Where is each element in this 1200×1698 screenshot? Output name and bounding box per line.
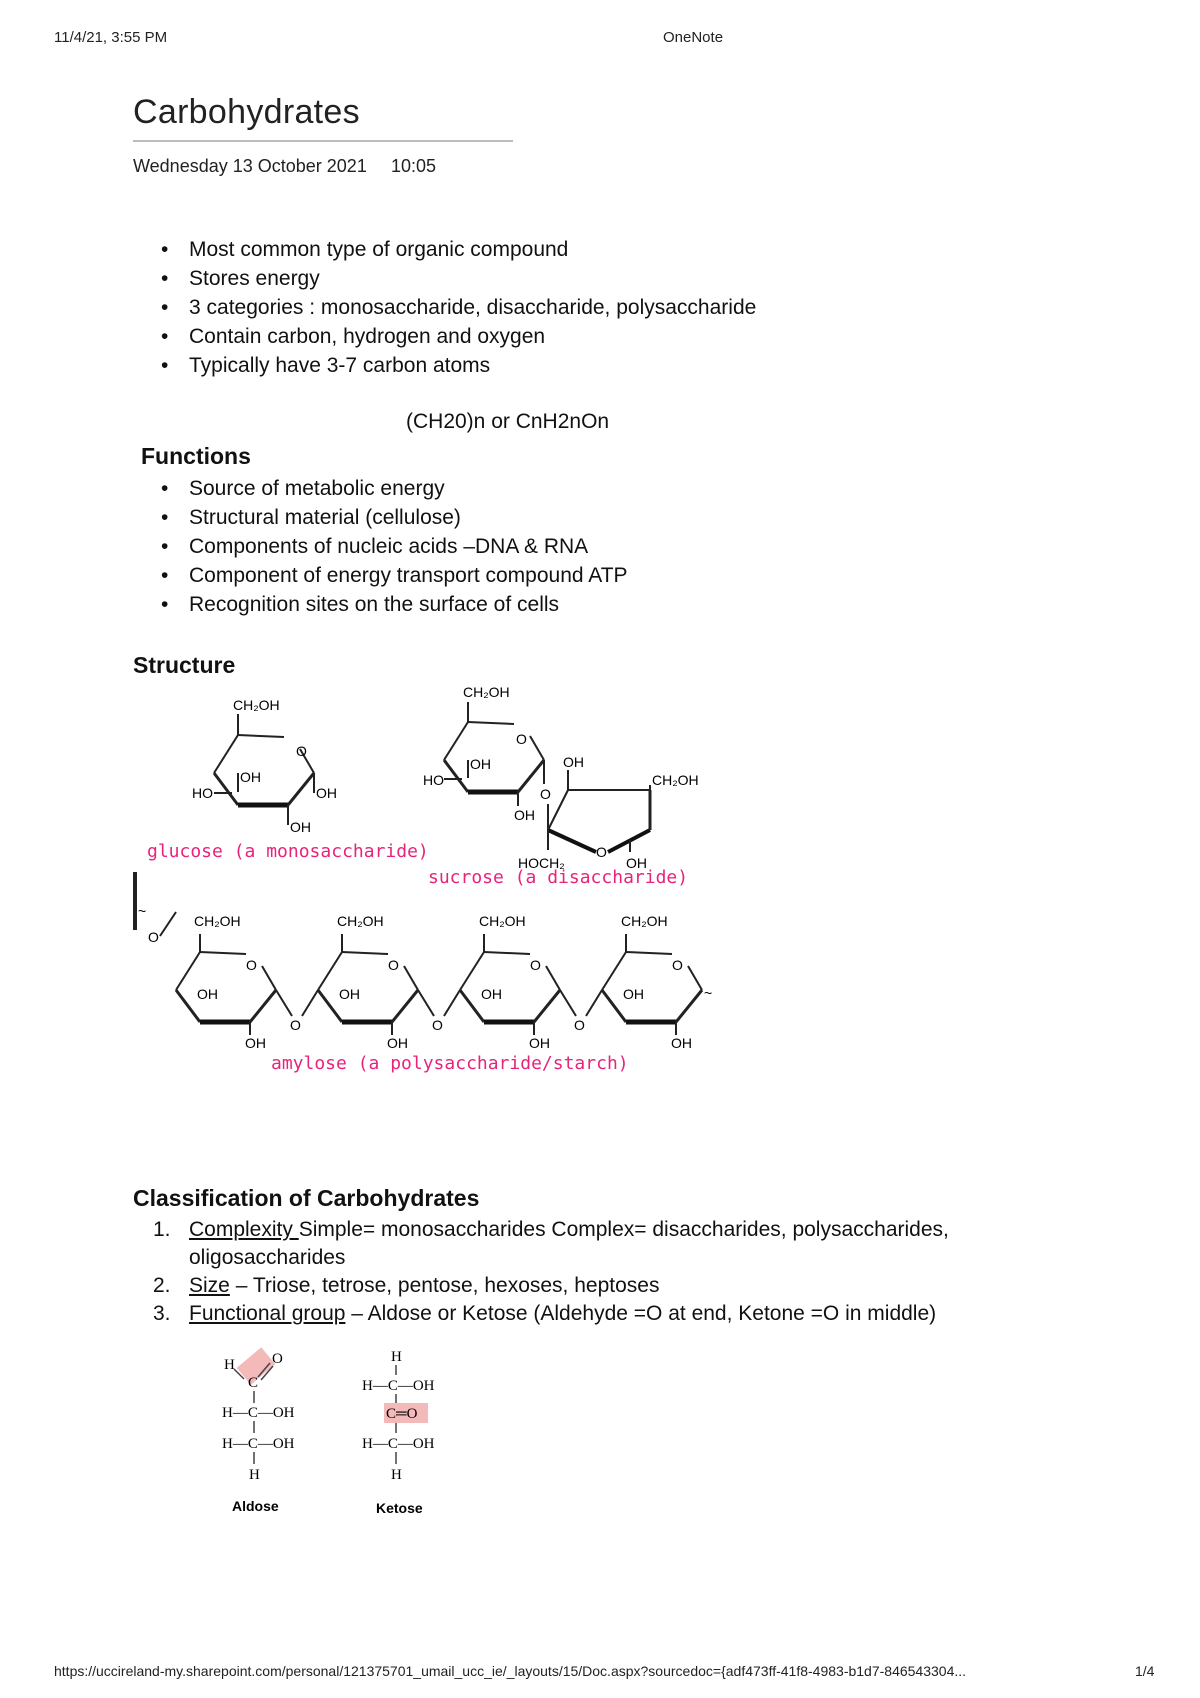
amylose-structure bbox=[138, 903, 712, 1074]
sucrose-caption: sucrose (a disaccharide) bbox=[428, 867, 689, 888]
amylose-ring-oxygen: O bbox=[388, 957, 399, 973]
ketose-h-label: H bbox=[391, 1349, 402, 1365]
amylose-oh-label: OH bbox=[387, 1035, 408, 1051]
ketose-c-eq-o: C═O bbox=[386, 1406, 418, 1422]
amylose-oh-label: OH bbox=[245, 1035, 266, 1051]
sucrose-fructose-oxygen: O bbox=[596, 844, 607, 860]
print-url[interactable]: https://uccireland-my.sharepoint.com/personal/121375701_umail_ucc_ie/_layouts/15/Doc.aspx?sourcedoc={adf473ff-41f8-4983-b1d7-846543304... bbox=[54, 1663, 967, 1679]
sucrose-oh-label: OH bbox=[563, 754, 584, 770]
sucrose-ch2oh-label: CH₂OH bbox=[463, 684, 510, 700]
list-item: • Typically have 3-7 carbon atoms bbox=[161, 354, 491, 377]
list-item: 1. Complexity Simple= monosaccharides Complex= disaccharides, polysaccharides, oligosaccharides bbox=[153, 1218, 949, 1269]
print-datetime: 11/4/21, 3:55 PM bbox=[54, 29, 168, 46]
glucose-structure bbox=[147, 697, 429, 862]
structure-heading: Structure bbox=[133, 652, 236, 678]
glucose-caption: glucose (a monosaccharide) bbox=[147, 841, 429, 862]
amylose-link-oxygen: O bbox=[432, 1017, 443, 1033]
print-app-name: OneNote bbox=[663, 29, 724, 46]
sucrose-ho-label: HO bbox=[423, 772, 444, 788]
page-date: Wednesday 13 October 2021 bbox=[133, 156, 367, 176]
general-formula: (CH20)n or CnH2nOn bbox=[406, 410, 610, 433]
amylose-ch2oh-label: CH₂OH bbox=[621, 913, 668, 929]
carbohydrate-structures-figure bbox=[0, 680, 760, 1080]
amylose-ring-oxygen: O bbox=[530, 957, 541, 973]
amylose-ch2oh-label: CH₂OH bbox=[337, 913, 384, 929]
list-item: • Contain carbon, hydrogen and oxygen bbox=[161, 325, 546, 348]
sucrose-hoch2-label: HOCH₂ bbox=[518, 855, 565, 871]
amylose-start-tilde: ~ bbox=[138, 903, 147, 919]
amylose-oh-label: OH bbox=[339, 986, 360, 1002]
amylose-caption: amylose (a polysaccharide/starch) bbox=[271, 1053, 629, 1074]
amylose-ch2oh-label: CH₂OH bbox=[479, 913, 526, 929]
amylose-ch2oh-label: CH₂OH bbox=[194, 913, 241, 929]
amylose-end-tilde: ~ bbox=[704, 985, 713, 1001]
classification-heading: Classification of Carbohydrates bbox=[133, 1185, 480, 1211]
aldose-carbon: C bbox=[248, 1375, 259, 1391]
aldose-structure bbox=[222, 1347, 295, 1514]
functions-heading: Functions bbox=[141, 443, 251, 469]
aldose-h-c-oh: H—C—OH bbox=[222, 1405, 295, 1421]
sucrose-oh-label: OH bbox=[514, 807, 535, 823]
list-item: 2. Size – Triose, tetrose, pentose, hexoses, heptoses bbox=[153, 1274, 660, 1297]
list-item: • Source of metabolic energy bbox=[161, 477, 445, 500]
glucose-oh-label: OH bbox=[316, 785, 337, 801]
print-page-number: 1/4 bbox=[1135, 1663, 1155, 1679]
sucrose-ch2oh-label: CH₂OH bbox=[652, 772, 699, 788]
aldose-h-label: H bbox=[224, 1357, 235, 1373]
amylose-oh-label: OH bbox=[623, 986, 644, 1002]
amylose-oh-label: OH bbox=[481, 986, 502, 1002]
glucose-ch2oh-label: CH₂OH bbox=[233, 697, 280, 713]
glucose-ring-oxygen: O bbox=[296, 743, 307, 759]
ketose-h-c-oh: H—C—OH bbox=[362, 1378, 435, 1394]
glucose-oh-label: OH bbox=[290, 819, 311, 835]
list-item: • Components of nucleic acids –DNA & RNA bbox=[161, 535, 589, 558]
amylose-oh-label: OH bbox=[671, 1035, 692, 1051]
aldose-oxygen: O bbox=[272, 1351, 283, 1367]
list-item: 3. Functional group – Aldose or Ketose (Aldehyde =O at end, Ketone =O in middle) bbox=[153, 1302, 937, 1325]
glucose-ho-label: HO bbox=[192, 785, 213, 801]
glucose-oh-label: OH bbox=[240, 769, 261, 785]
list-item: • Stores energy bbox=[161, 267, 320, 290]
page-title[interactable]: Carbohydrates bbox=[133, 93, 360, 131]
amylose-oh-label: OH bbox=[197, 986, 218, 1002]
amylose-ring-oxygen: O bbox=[246, 957, 257, 973]
page-time: 10:05 bbox=[391, 156, 437, 176]
aldose-ketose-figure bbox=[200, 1345, 480, 1545]
sucrose-ring-oxygen: O bbox=[516, 731, 527, 747]
intro-bullet-list bbox=[133, 235, 1033, 380]
list-item: • Recognition sites on the surface of cells bbox=[161, 593, 560, 616]
aldose-h-label: H bbox=[249, 1467, 260, 1483]
functions-list bbox=[133, 474, 1033, 619]
text-cursor bbox=[133, 872, 137, 930]
amylose-oh-label: OH bbox=[529, 1035, 550, 1051]
ketose-structure bbox=[362, 1349, 435, 1516]
ketose-label: Ketose bbox=[376, 1500, 423, 1516]
ketose-h-label: H bbox=[391, 1467, 402, 1483]
sucrose-structure bbox=[423, 684, 699, 888]
list-item: • Structural material (cellulose) bbox=[161, 506, 461, 529]
amylose-link-oxygen: O bbox=[290, 1017, 301, 1033]
ketose-h-c-oh: H—C—OH bbox=[362, 1436, 435, 1452]
list-item: • 3 categories : monosaccharide, disaccharide, polysaccharide bbox=[161, 296, 757, 319]
amylose-link-oxygen: O bbox=[574, 1017, 585, 1033]
sucrose-oh-label: OH bbox=[470, 756, 491, 772]
aldose-label: Aldose bbox=[232, 1498, 279, 1514]
list-item: • Most common type of organic compound bbox=[161, 238, 569, 261]
sucrose-glycosidic-oxygen: O bbox=[540, 786, 551, 802]
list-item: • Component of energy transport compound ATP bbox=[161, 564, 628, 587]
amylose-ring-oxygen: O bbox=[672, 957, 683, 973]
aldose-h-c-oh: H—C—OH bbox=[222, 1436, 295, 1452]
sucrose-oh-label: OH bbox=[626, 855, 647, 871]
title-underline bbox=[133, 140, 513, 142]
amylose-oxygen: O bbox=[148, 929, 159, 945]
classification-list bbox=[133, 1216, 1133, 1328]
